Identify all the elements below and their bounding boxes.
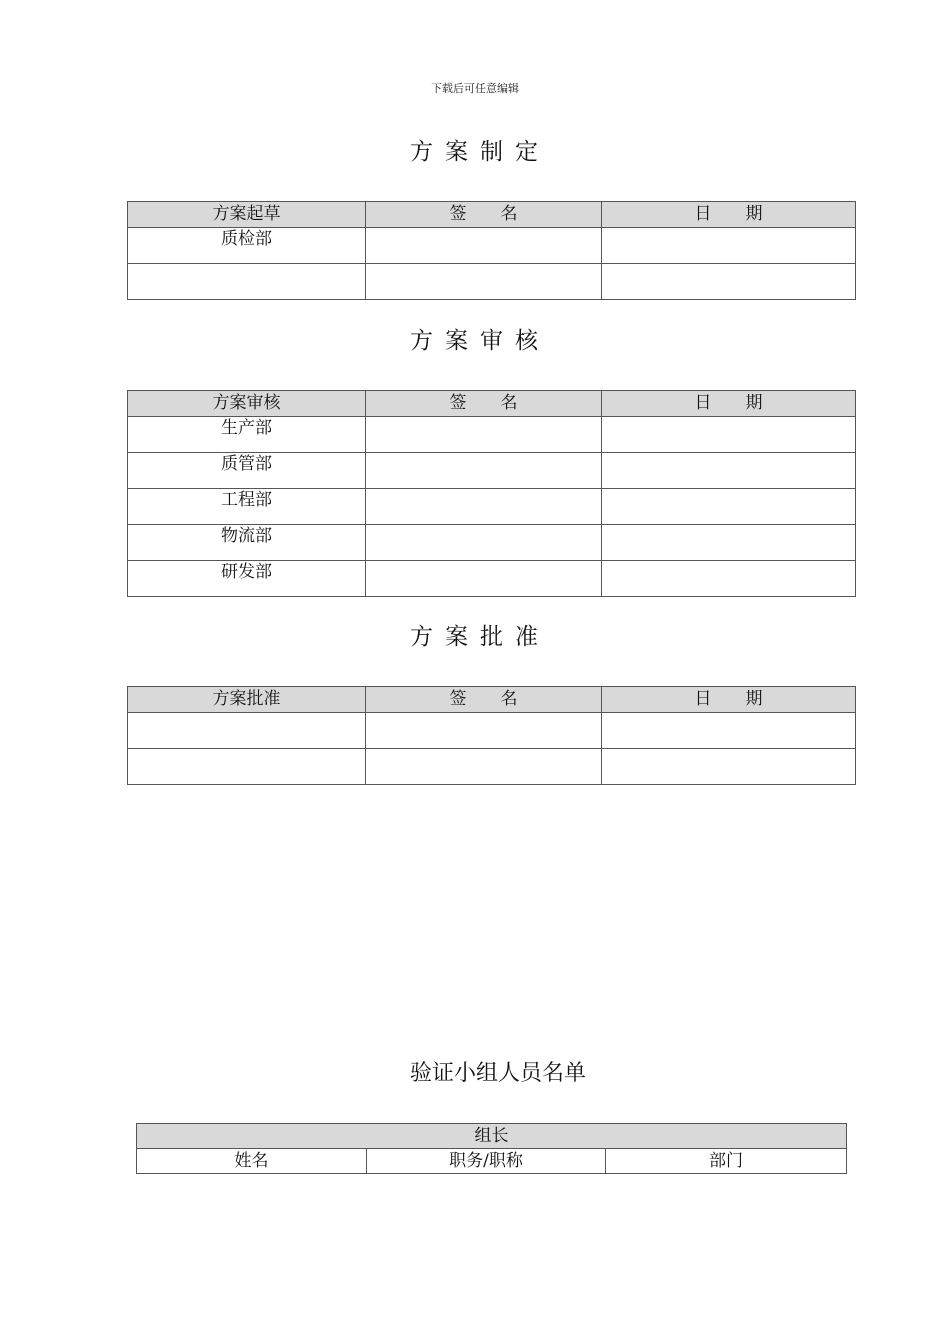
table-header-row <box>128 202 856 228</box>
date-cell[interactable] <box>602 417 856 453</box>
signature-cell[interactable] <box>366 713 602 749</box>
header-cell-signature: 签 名 <box>366 202 602 228</box>
table-row <box>128 561 856 597</box>
table-row <box>128 525 856 561</box>
approve-table <box>127 686 856 785</box>
department-cell[interactable] <box>128 749 366 785</box>
department-cell: 工程部 <box>128 489 366 525</box>
date-cell[interactable] <box>602 561 856 597</box>
header-cell-approve: 方案批准 <box>128 687 366 713</box>
header-cell-name: 姓名 <box>137 1149 367 1174</box>
signature-cell[interactable] <box>366 228 602 264</box>
signature-cell[interactable] <box>366 561 602 597</box>
draft-table <box>127 201 856 300</box>
table-row <box>128 228 856 264</box>
table-row <box>128 489 856 525</box>
date-cell[interactable] <box>602 749 856 785</box>
signature-cell[interactable] <box>366 525 602 561</box>
group-leader-label: 组长 <box>137 1124 847 1149</box>
signature-cell[interactable] <box>366 749 602 785</box>
header-cell-signature: 签 名 <box>366 391 602 417</box>
date-cell[interactable] <box>602 489 856 525</box>
section-title-approve: 方案批准 <box>410 624 550 650</box>
date-cell[interactable] <box>602 264 856 300</box>
table-row <box>128 453 856 489</box>
date-cell[interactable] <box>602 713 856 749</box>
department-cell <box>128 264 366 300</box>
header-cell-title: 职务/职称 <box>367 1149 606 1174</box>
section-title-draft: 方案制定 <box>410 139 550 165</box>
header-cell-department: 部门 <box>606 1149 847 1174</box>
group-leader-row <box>137 1124 847 1149</box>
department-cell: 质管部 <box>128 453 366 489</box>
signature-cell[interactable] <box>366 264 602 300</box>
department-cell: 研发部 <box>128 561 366 597</box>
table-row <box>128 713 856 749</box>
table-header-row <box>128 687 856 713</box>
table-row <box>128 264 856 300</box>
table-header-row <box>128 391 856 417</box>
header-cell-date: 日 期 <box>602 391 856 417</box>
department-cell: 质检部 <box>128 228 366 264</box>
member-table <box>136 1123 847 1174</box>
signature-cell[interactable] <box>366 453 602 489</box>
date-cell[interactable] <box>602 453 856 489</box>
header-cell-signature: 签 名 <box>366 687 602 713</box>
department-cell: 物流部 <box>128 525 366 561</box>
table-header-row <box>137 1149 847 1174</box>
review-table <box>127 390 856 597</box>
header-cell-date: 日 期 <box>602 202 856 228</box>
date-cell[interactable] <box>602 525 856 561</box>
header-cell-review: 方案审核 <box>128 391 366 417</box>
header-cell-date: 日 期 <box>602 687 856 713</box>
signature-cell[interactable] <box>366 417 602 453</box>
member-list-title: 验证小组人员名单 <box>409 1061 586 1086</box>
date-cell[interactable] <box>602 228 856 264</box>
table-row <box>128 417 856 453</box>
section-title-review: 方案审核 <box>410 328 550 354</box>
table-row <box>128 749 856 785</box>
header-note: 下载后可任意编辑 <box>431 82 519 95</box>
department-cell: 生产部 <box>128 417 366 453</box>
signature-cell[interactable] <box>366 489 602 525</box>
department-cell[interactable] <box>128 713 366 749</box>
header-cell-draft: 方案起草 <box>128 202 366 228</box>
